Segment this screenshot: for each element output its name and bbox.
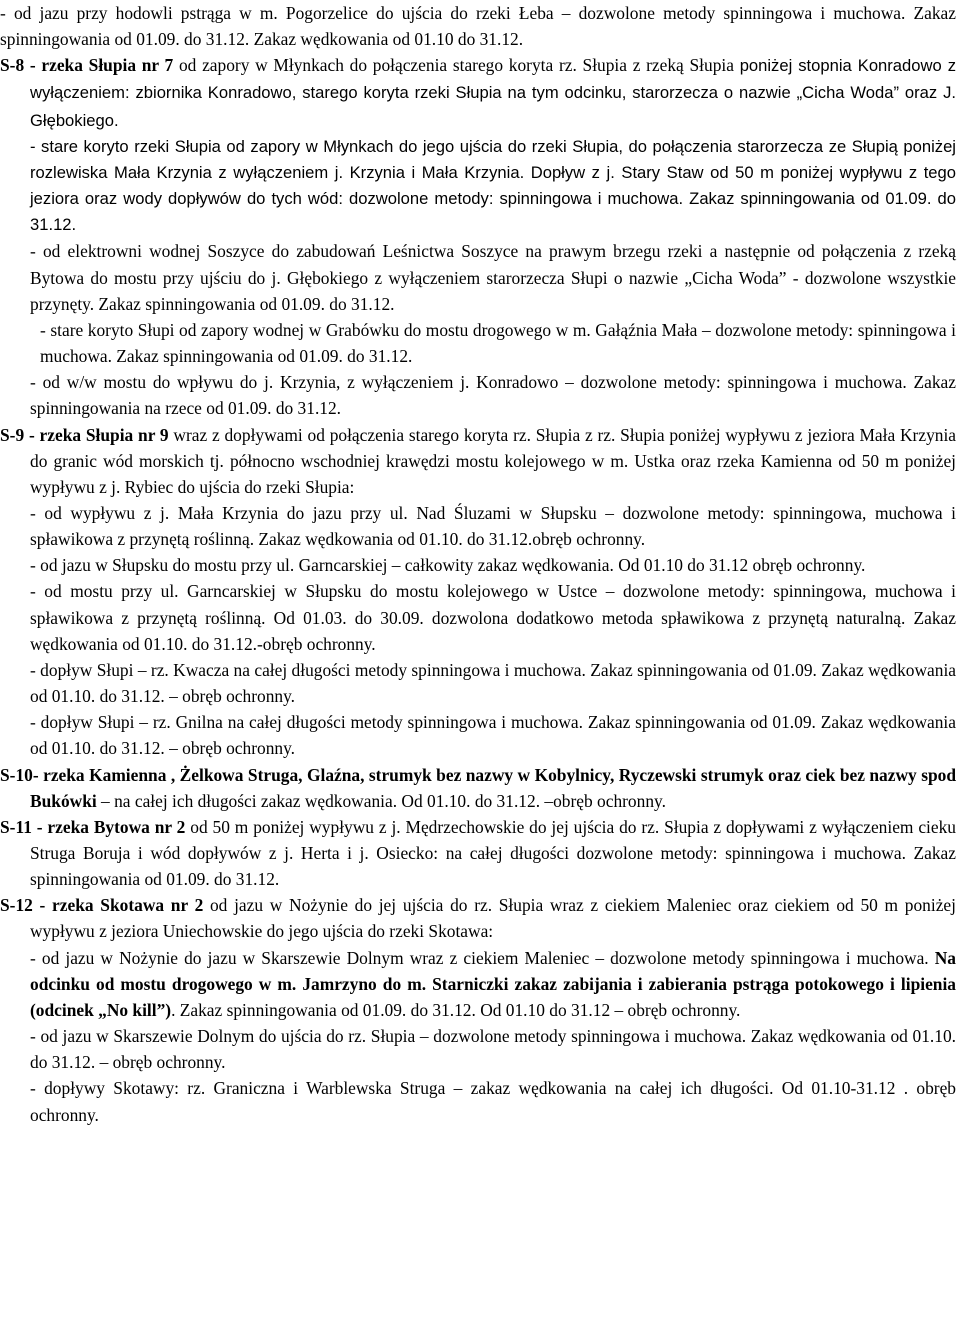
no-kill-notice: Na odcinku od mostu drogowego w m. Jamrzyno do m. Starniczki zakaz zabijania i zabierania pstrąga potokowego i lipienia (odcinek „No kill”) xyxy=(30,947,956,1020)
paragraph-nad-sluzami: - od wypływu z j. Mała Krzynia do jazu przy ul. Nad Śluzami w Słupsku – dozwolone metody: spinningowa, muchowa i spławikowa z przynętą roślinną. Zakaz wędkowania od 01.10. do 31.12.obręb ochronny. xyxy=(30,502,956,550)
section-s10-heading: S-10- rzeka Kamienna , Żelkowa Struga, Glaźna, strumyk bez nazwy w Kobylnicy, Ryczewski strumyk oraz ciek bez nazwy spod Bukówki xyxy=(0,764,956,811)
paragraph-gnilna: - dopływ Słupi – rz. Gnilna na całej długości metody spinningowa i muchowa. Zakaz spinningowania od 01.09. Zakaz wędkowania od 01.10. do 31.12. – obręb ochronny. xyxy=(30,712,956,759)
section-s12 xyxy=(0,892,960,944)
section-s11-heading: S-11 - rzeka Bytowa nr 2 xyxy=(0,816,186,837)
paragraph-nozyno-text: - od jazu w Nożynie do jazu w Skarszewie Dolnym wraz z ciekiem Maleniec – dozwolone metody spinningowa i muchowa. xyxy=(30,947,935,968)
paragraph-doplywy-skotawy: - dopływy Skotawy: rz. Graniczna i Warblewska Struga – zakaz wędkowania na całej ich długości. Od 01.10-31.12 . obręb ochronny. xyxy=(30,1078,956,1125)
section-s11-text: od 50 m poniżej wypływu z j. Mędrzechowskie do jej ujścia do rz. Słupia z dopływami z wyłączeniem cieku Struga Boruja i wód dopływów z j. Herta i j. Osiecko: na całej długości dozwolone metody: spinningowa i muchowa. Zakaz spinningowania od 01.09. do 31.12. xyxy=(30,816,956,890)
section-s8-heading: S-8 - rzeka Słupia nr 7 xyxy=(0,55,174,76)
section-s12-text: od jazu w Nożynie do jej ujścia do rz. Słupia wraz z ciekiem Maleniec oraz ciekiem od 50 m poniżej wypływu z jeziora Uniechowskie do jego ujścia do rzeki Skotawa: xyxy=(30,895,956,942)
section-s9 xyxy=(0,422,960,500)
section-s10 xyxy=(0,762,960,814)
paragraph-pogorzelice: - od jazu przy hodowli pstrąga w m. Pogorzelice do ujścia do rzeki Łeba – dozwolone metody spinningowa i muchowa. Zakaz spinningowania od 01.09. do 31.12. Zakaz wędkowania od 01.10 do 31.12. xyxy=(0,3,956,50)
paragraph-garncarska-zakaz: - od jazu w Słupsku do mostu przy ul. Garncarskiej – całkowity zakaz wędkowania. Od 01.10 do 31.12 obręb ochronny. xyxy=(30,555,866,576)
paragraph-grabowko: - stare koryto Słupi od zapory wodnej w Grabówku do mostu drogowego w m. Gałąźnia Mała – dozwolone metody: spinningowa i muchowa. Zakaz spinningowania od 01.09. do 31.12. xyxy=(40,319,956,367)
section-s9-text: wraz z dopływami od połączenia starego koryta rz. Słupia z rz. Słupia poniżej wypływu z jeziora Mała Krzynia do granic wód morskich tj. północno wschodniej krawędzi mostu kolejowego w m. Ustka oraz rzeka Kamienna od 50 m poniżej wypływu z j. Rybiec do ujścia do rzeki Słupia: xyxy=(30,424,957,497)
section-s8-continuation: poniżej stopnia Konradowo z wyłączeniem: zbiornika Konradowo, starego koryta rzeki Słupia na tym odcinku, starorzecza o nazwie „Cicha Woda” oraz J. Głębokiego. xyxy=(30,56,956,130)
paragraph-kwacza: - dopływ Słupi – rz. Kwacza na całej długości metody spinningowa i muchowa. Zakaz spinningowania od 01.09. Zakaz wędkowania od 01.10. do 31.12. – obręb ochronny. xyxy=(30,659,956,707)
section-s12-heading: S-12 - rzeka Skotawa nr 2 xyxy=(0,895,204,916)
paragraph-nozyno-tail: . Zakaz spinningowania od 01.09. do 31.12. Od 01.10 do 31.12 – obręb ochronny. xyxy=(171,999,741,1020)
paragraph-stare-koryto: - stare koryto rzeki Słupia od zapory w Młynkach do jego ujścia do rzeki Słupia, do połączenia starorzecza ze Słupią poniżej rozlewiska Mała Krzynia z wyłączeniem j. Krzynia i Mała Krzynia. Dopływ z j. Stary Staw od 50 m poniżej wypływu z tego jeziora oraz wody dopływów do tych wód: dozwolone metody: spinningowa i muchowa. Zakaz spinningowania od 01.09. do 31.12. xyxy=(30,136,956,235)
section-s8-text: od zapory w Młynkach do połączenia starego koryta rz. Słupia z rzeką Słupia xyxy=(173,55,734,76)
section-s10-text: – na całej ich długości zakaz wędkowania. Od 01.10. do 31.12. –obręb ochronny. xyxy=(96,790,666,811)
section-s8 xyxy=(0,52,960,133)
paragraph-ustka: - od mostu przy ul. Garncarskiej w Słupsku do mostu kolejowego w Ustce – dozwolone metody: spinningowa, muchowa i spławikowa z przynętą roślinną. Od 01.03. do 30.09. dozwolona dodatkowo metoda spławikowa z przynętą naturalną. Zakaz wędkowania od 01.10. do 31.12.-obręb ochronny. xyxy=(30,581,956,654)
paragraph-krzynia: - od w/w mostu do wpływu do j. Krzynia, z wyłączeniem j. Konradowo – dozwolone metody: spinningowa i muchowa. Zakaz spinningowania na rzece od 01.09. do 31.12. xyxy=(30,372,956,419)
section-s11 xyxy=(0,814,960,892)
paragraph-soszyce: - od elektrowni wodnej Soszyce do zabudowań Leśnictwa Soszyce na prawym brzegu rzeki a następnie od połączenia z rzeką Bytowa do mostu przy ujściu do j. Głębokiego z wyłączeniem starorzecza Słupi o nazwie „Cicha Woda” - dozwolone wszystkie przynęty. Zakaz spinningowania od 01.09. do 31.12. xyxy=(30,241,956,314)
section-s9-heading: S-9 - rzeka Słupia nr 9 xyxy=(0,424,169,445)
paragraph-nozyno xyxy=(0,945,960,1023)
paragraph-skarszewo: - od jazu w Skarszewie Dolnym do ujścia do rz. Słupia – dozwolone metody spinningowa i muchowa. Zakaz wędkowania od 01.10. do 31.12. – obręb ochronny. xyxy=(30,1026,956,1073)
